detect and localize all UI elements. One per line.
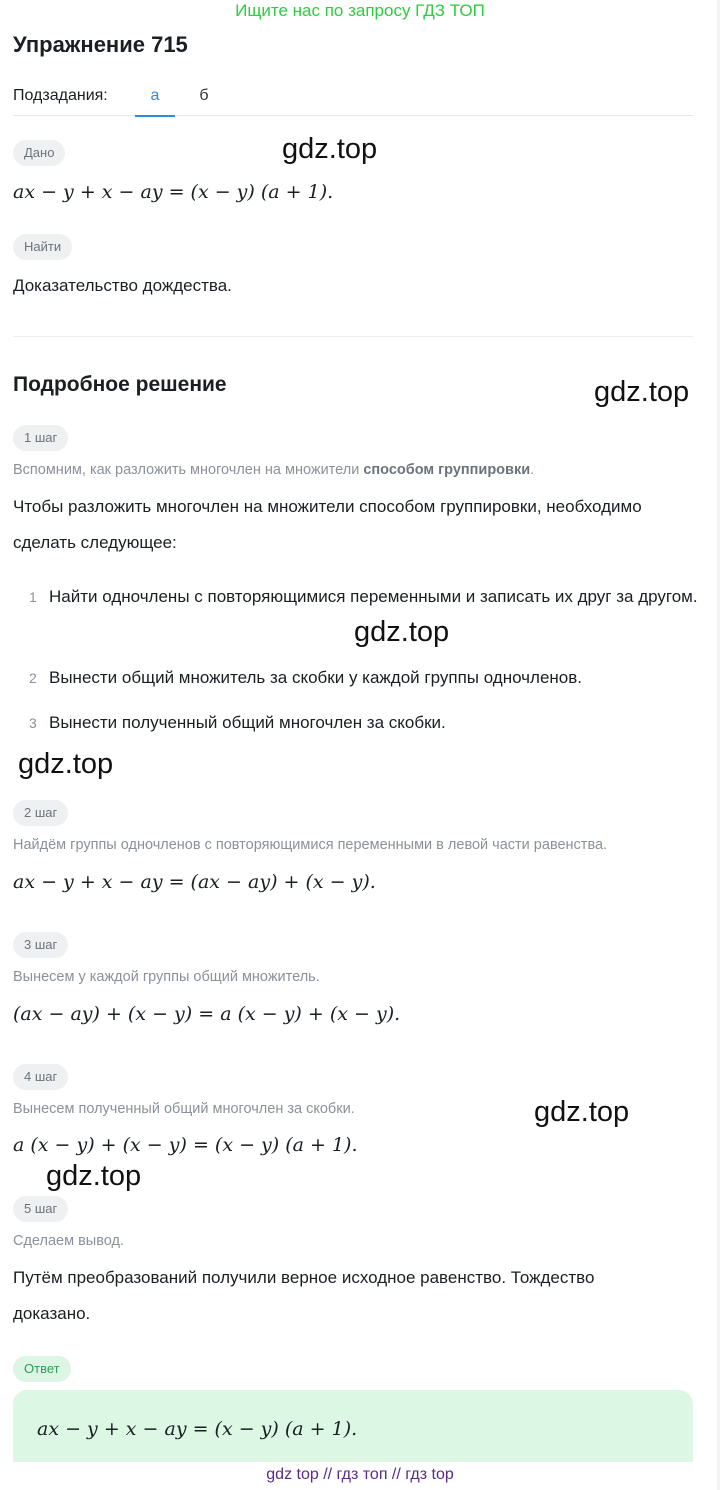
step-1-hint-bold: способом группировки [363,462,531,478]
find-chip: Найти [13,234,72,260]
list-number: 2 [29,670,37,686]
step-5-hint: Сделаем вывод. [13,1233,125,1249]
step-5-chip: 5 шаг [13,1196,68,1222]
step-2-chip: 2 шаг [13,800,68,826]
search-banner[interactable]: Ищите нас по запросу ГДЗ ТОП [235,1,485,20]
step-4-hint: Вынесем полученный общий многочлен за скобки. [13,1101,355,1117]
step-2-formula: ax − y + x − ay = (ax − ay) + (x − y). [13,871,376,893]
page-title: Упражнение 715 [13,32,188,57]
list-text: Вынести общий множитель за скобки у каждой группы одночленов. [49,668,583,687]
list-number: 3 [29,715,37,731]
watermark: gdz.top [46,1160,142,1192]
step-4-formula: a (x − y) + (x − y) = (x − y) (a + 1). [13,1134,358,1156]
list-number: 1 [29,589,37,605]
step-4-chip: 4 шаг [13,1064,68,1090]
list-item [13,579,703,615]
watermark: gdz.top [594,376,690,408]
list-item [13,660,703,696]
footer-links[interactable]: gdz top // гдз топ // гдз top [266,1466,454,1483]
step-3-chip: 3 шаг [13,932,68,958]
solution-title: Подробное решение [13,373,227,396]
list-text: Найти одночлены с повторяющимися переменными и записать их друг за другом. [49,587,698,606]
step-1-text: Чтобы разложить многочлен на множители способом группировки, необходимо сделать следующее: [13,497,642,552]
find-text: Доказательство дождества. [13,276,232,295]
tab-b[interactable]: б [199,87,209,104]
list-item [13,705,703,741]
step-5-text: Путём преобразований получили верное исходное равенство. Тождество доказано. [13,1268,595,1323]
list-text: Вынести полученный общий многочлен за скобки. [49,713,446,732]
divider [13,336,693,337]
step-3-formula: (ax − ay) + (x − y) = a (x − y) + (x − y). [13,1003,401,1025]
given-formula: ax − y + x − ay = (x − y) (a + 1). [13,181,334,203]
subtasks-bar [13,84,693,116]
step-3-hint: Вынесем у каждой группы общий множитель. [13,969,320,985]
step-1-chip: 1 шаг [13,425,68,451]
answer-chip: Ответ [13,1356,71,1382]
watermark: gdz.top [534,1096,630,1128]
answer-formula: ax − y + x − ay = (x − y) (a + 1). [37,1418,358,1440]
step-2-hint: Найдём группы одночленов с повторяющимися переменными в левой части равенства. [13,837,608,853]
answer-box [13,1390,693,1462]
step-1-hint: Вспомним, как разложить многочлен на множители способом группировки. [13,462,535,478]
watermark: gdz.top [354,616,450,648]
watermark: gdz.top [18,748,114,780]
given-chip: Дано [13,140,65,166]
watermark: gdz.top [282,133,378,165]
subtasks-label: Подзадания: [13,87,108,104]
tab-a[interactable]: а [135,87,175,117]
